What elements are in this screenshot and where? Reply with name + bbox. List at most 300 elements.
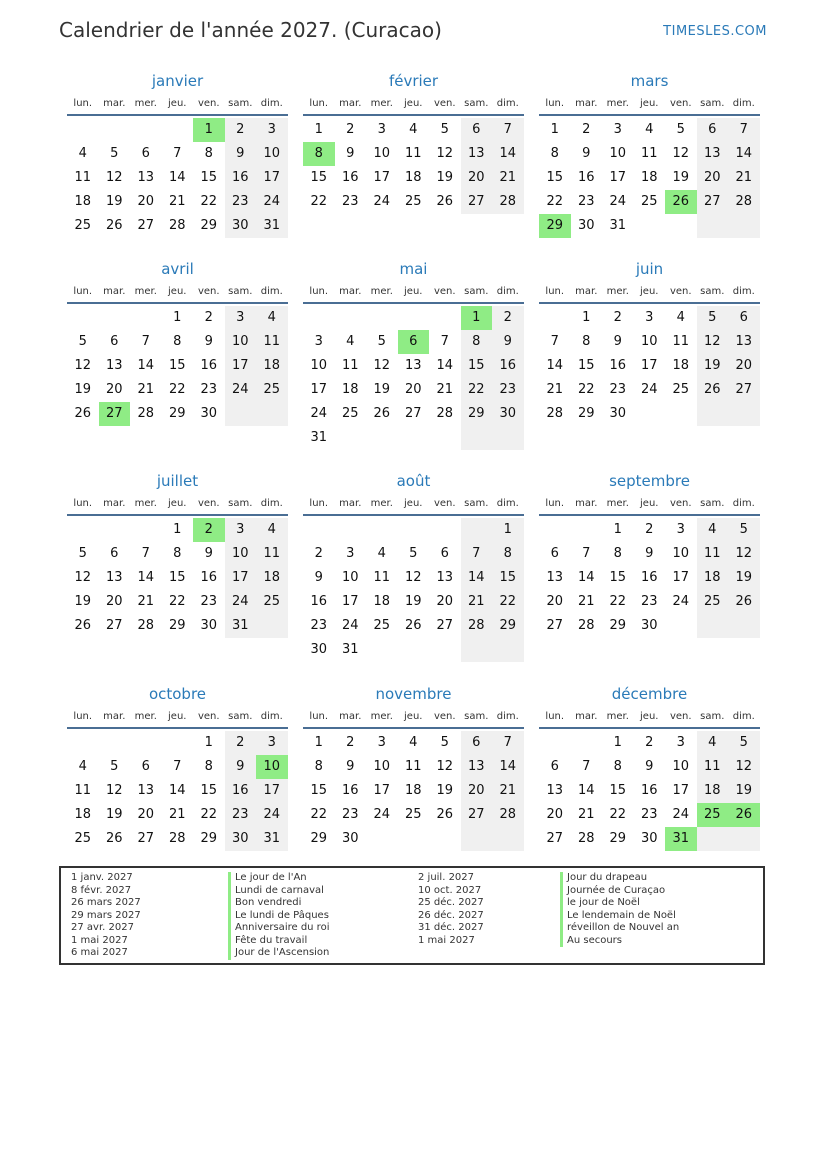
holiday-day-cell: 31 bbox=[665, 827, 697, 851]
day-cell: 13 bbox=[404, 358, 422, 373]
day-cell: 13 bbox=[546, 783, 564, 798]
day-cell: 15 bbox=[609, 783, 627, 798]
weekday-label: jeu. bbox=[404, 286, 423, 297]
day-cell: 6 bbox=[472, 735, 481, 750]
day-cell: 20 bbox=[137, 807, 155, 822]
day-cell: 12 bbox=[735, 546, 753, 561]
day-cell: 21 bbox=[436, 382, 454, 397]
day-cell: 7 bbox=[582, 546, 591, 561]
day-cell: 13 bbox=[137, 170, 155, 185]
weekday-label: mar. bbox=[575, 498, 598, 509]
day-cell: 16 bbox=[577, 170, 595, 185]
weekday-label: mer. bbox=[370, 711, 393, 722]
header-rule bbox=[303, 514, 524, 516]
holiday-name: réveillon de Nouvel an bbox=[560, 922, 679, 935]
holiday-name: le jour de Noël bbox=[560, 897, 679, 910]
weekday-label: mer. bbox=[370, 286, 393, 297]
day-cell: 14 bbox=[577, 783, 595, 798]
day-cell: 19 bbox=[436, 170, 454, 185]
weekday-label: mer. bbox=[134, 498, 157, 509]
site-link[interactable]: TIMESLES.COM bbox=[663, 24, 767, 39]
day-cell: 21 bbox=[577, 594, 595, 609]
day-cell: 8 bbox=[613, 759, 622, 774]
day-cell: 8 bbox=[503, 546, 512, 561]
day-cell: 16 bbox=[310, 594, 328, 609]
header-rule bbox=[539, 302, 760, 304]
day-cell: 17 bbox=[231, 358, 249, 373]
day-cell: 31 bbox=[310, 430, 328, 445]
day-cell: 24 bbox=[263, 194, 281, 209]
day-cell: 20 bbox=[735, 358, 753, 373]
day-cell: 4 bbox=[708, 735, 717, 750]
day-cell: 25 bbox=[74, 831, 92, 846]
weekday-label: sam. bbox=[228, 711, 253, 722]
day-cell: 24 bbox=[231, 594, 249, 609]
day-cell: 10 bbox=[672, 546, 690, 561]
day-cell: 31 bbox=[609, 218, 627, 233]
day-cell: 8 bbox=[314, 759, 323, 774]
day-cell: 24 bbox=[609, 194, 627, 209]
day-cell: 18 bbox=[640, 170, 658, 185]
day-cell: 26 bbox=[105, 831, 123, 846]
day-cell: 28 bbox=[577, 618, 595, 633]
weekday-label: jeu. bbox=[404, 711, 423, 722]
day-cell: 16 bbox=[499, 358, 517, 373]
day-cell: 9 bbox=[346, 759, 355, 774]
weekday-label: lun. bbox=[73, 98, 93, 109]
month-name: novembre bbox=[375, 685, 452, 703]
day-cell: 10 bbox=[609, 146, 627, 161]
day-cell: 11 bbox=[672, 334, 690, 349]
day-cell: 22 bbox=[200, 194, 218, 209]
day-cell: 24 bbox=[672, 807, 690, 822]
day-cell: 27 bbox=[735, 382, 753, 397]
day-cell: 28 bbox=[137, 618, 155, 633]
day-cell: 17 bbox=[373, 783, 391, 798]
day-cell: 11 bbox=[74, 783, 92, 798]
weekday-label: mer. bbox=[606, 286, 629, 297]
day-cell: 7 bbox=[141, 334, 150, 349]
day-cell: 12 bbox=[404, 570, 422, 585]
day-cell: 12 bbox=[74, 358, 92, 373]
day-cell: 12 bbox=[74, 570, 92, 585]
day-cell: 17 bbox=[672, 783, 690, 798]
day-cell: 29 bbox=[200, 831, 218, 846]
weekday-label: jeu. bbox=[168, 498, 187, 509]
day-cell: 9 bbox=[346, 146, 355, 161]
weekday-label: sam. bbox=[700, 286, 725, 297]
day-cell: 9 bbox=[582, 146, 591, 161]
day-cell: 5 bbox=[440, 735, 449, 750]
day-cell: 8 bbox=[204, 759, 213, 774]
month-name: mai bbox=[399, 260, 428, 278]
day-cell: 18 bbox=[672, 358, 690, 373]
day-cell: 23 bbox=[231, 194, 249, 209]
day-cell: 14 bbox=[467, 570, 485, 585]
day-cell: 9 bbox=[204, 334, 213, 349]
day-cell: 4 bbox=[346, 334, 355, 349]
day-cell: 1 bbox=[582, 310, 591, 325]
day-cell: 1 bbox=[550, 122, 559, 137]
weekday-label: sam. bbox=[228, 98, 253, 109]
day-cell: 5 bbox=[739, 735, 748, 750]
day-cell: 27 bbox=[137, 831, 155, 846]
weekday-label: mar. bbox=[103, 98, 126, 109]
day-cell: 23 bbox=[577, 194, 595, 209]
day-cell: 29 bbox=[310, 831, 328, 846]
day-cell: 27 bbox=[105, 618, 123, 633]
day-cell: 15 bbox=[310, 170, 328, 185]
day-cell: 5 bbox=[78, 334, 87, 349]
day-cell: 7 bbox=[440, 334, 449, 349]
day-cell: 23 bbox=[640, 594, 658, 609]
day-cell: 6 bbox=[708, 122, 717, 137]
day-cell: 24 bbox=[373, 807, 391, 822]
header-rule bbox=[539, 514, 760, 516]
day-cell: 8 bbox=[173, 546, 182, 561]
day-cell: 10 bbox=[231, 546, 249, 561]
day-cell: 3 bbox=[236, 522, 245, 537]
holiday-day-cell: 10 bbox=[256, 755, 288, 779]
day-cell: 30 bbox=[640, 831, 658, 846]
holiday-date: 27 avr. 2027 bbox=[71, 922, 134, 933]
weekday-label: jeu. bbox=[404, 98, 423, 109]
holiday-day-cell: 2 bbox=[193, 518, 225, 542]
month-name: janvier bbox=[151, 72, 204, 90]
weekday-label: mar. bbox=[575, 711, 598, 722]
day-cell: 3 bbox=[267, 735, 276, 750]
day-cell: 7 bbox=[472, 546, 481, 561]
day-cell: 1 bbox=[503, 522, 512, 537]
day-cell: 5 bbox=[78, 546, 87, 561]
day-cell: 2 bbox=[503, 310, 512, 325]
weekday-label: mer. bbox=[606, 498, 629, 509]
weekday-label: mar. bbox=[575, 98, 598, 109]
day-cell: 15 bbox=[168, 570, 186, 585]
day-cell: 17 bbox=[310, 382, 328, 397]
holiday-day-cell: 27 bbox=[99, 402, 131, 426]
weekday-label: ven. bbox=[197, 711, 220, 722]
weekday-label: jeu. bbox=[640, 286, 659, 297]
day-cell: 12 bbox=[373, 358, 391, 373]
holiday-date: 26 déc. 2027 bbox=[418, 909, 484, 921]
day-cell: 14 bbox=[499, 759, 517, 774]
weekday-label: jeu. bbox=[168, 711, 187, 722]
weekday-label: mer. bbox=[370, 98, 393, 109]
day-cell: 16 bbox=[200, 570, 218, 585]
weekday-label: mar. bbox=[103, 286, 126, 297]
day-cell: 5 bbox=[739, 522, 748, 537]
day-cell: 16 bbox=[609, 358, 627, 373]
day-cell: 29 bbox=[577, 406, 595, 421]
holiday-day-cell: 25 bbox=[697, 803, 729, 827]
holiday-date: 10 oct. 2027 bbox=[418, 884, 482, 896]
day-cell: 23 bbox=[310, 618, 328, 633]
day-cell: 7 bbox=[141, 546, 150, 561]
header-rule bbox=[539, 727, 760, 729]
holiday-day-cell: 29 bbox=[539, 214, 571, 238]
holiday-name: Lundi de carnaval bbox=[228, 885, 329, 898]
day-cell: 6 bbox=[440, 546, 449, 561]
day-cell: 5 bbox=[110, 759, 119, 774]
header-rule bbox=[303, 114, 524, 116]
holiday-name: Jour du drapeau bbox=[560, 872, 679, 885]
day-cell: 20 bbox=[404, 382, 422, 397]
day-cell: 28 bbox=[499, 807, 517, 822]
day-cell: 26 bbox=[436, 807, 454, 822]
day-cell: 9 bbox=[204, 546, 213, 561]
day-cell: 23 bbox=[200, 382, 218, 397]
day-cell: 14 bbox=[137, 570, 155, 585]
day-cell: 12 bbox=[672, 146, 690, 161]
day-cell: 26 bbox=[703, 382, 721, 397]
day-cell: 3 bbox=[314, 334, 323, 349]
weekday-label: dim. bbox=[496, 498, 519, 509]
weekday-label: mer. bbox=[134, 98, 157, 109]
weekday-label: ven. bbox=[669, 711, 692, 722]
day-cell: 1 bbox=[204, 735, 213, 750]
day-cell: 22 bbox=[168, 594, 186, 609]
day-cell: 4 bbox=[267, 522, 276, 537]
weekday-label: lun. bbox=[73, 498, 93, 509]
day-cell: 20 bbox=[137, 194, 155, 209]
day-cell: 13 bbox=[735, 334, 753, 349]
day-cell: 10 bbox=[341, 570, 359, 585]
holiday-list bbox=[59, 866, 765, 965]
day-cell: 19 bbox=[404, 594, 422, 609]
day-cell: 31 bbox=[263, 218, 281, 233]
day-cell: 4 bbox=[676, 310, 685, 325]
day-cell: 29 bbox=[467, 406, 485, 421]
holiday-name: Anniversaire du roi bbox=[228, 922, 329, 935]
holiday-day-cell: 1 bbox=[193, 118, 225, 142]
day-cell: 7 bbox=[739, 122, 748, 137]
day-cell: 14 bbox=[577, 570, 595, 585]
day-cell: 4 bbox=[78, 759, 87, 774]
weekday-label: dim. bbox=[496, 286, 519, 297]
month-name: février bbox=[388, 72, 439, 90]
weekday-label: mar. bbox=[103, 711, 126, 722]
day-cell: 8 bbox=[613, 546, 622, 561]
weekday-label: dim. bbox=[260, 711, 283, 722]
weekday-label: dim. bbox=[260, 498, 283, 509]
holiday-date: 29 mars 2027 bbox=[71, 909, 141, 921]
holiday-day-cell: 26 bbox=[665, 190, 697, 214]
day-cell: 23 bbox=[609, 382, 627, 397]
day-cell: 20 bbox=[546, 594, 564, 609]
holiday-name: Le lendemain de Noël bbox=[560, 910, 679, 923]
day-cell: 2 bbox=[346, 735, 355, 750]
month-name: juillet bbox=[156, 472, 199, 490]
day-cell: 1 bbox=[173, 522, 182, 537]
day-cell: 21 bbox=[546, 382, 564, 397]
day-cell: 26 bbox=[74, 618, 92, 633]
day-cell: 11 bbox=[263, 546, 281, 561]
day-cell: 19 bbox=[735, 783, 753, 798]
day-cell: 16 bbox=[231, 170, 249, 185]
weekday-label: ven. bbox=[197, 498, 220, 509]
day-cell: 10 bbox=[310, 358, 328, 373]
day-cell: 20 bbox=[105, 594, 123, 609]
day-cell: 22 bbox=[310, 807, 328, 822]
day-cell: 30 bbox=[341, 831, 359, 846]
holiday-name: Le lundi de Pâques bbox=[228, 910, 329, 923]
day-cell: 11 bbox=[373, 570, 391, 585]
day-cell: 1 bbox=[314, 735, 323, 750]
day-cell: 18 bbox=[263, 358, 281, 373]
day-cell: 6 bbox=[739, 310, 748, 325]
day-cell: 11 bbox=[74, 170, 92, 185]
day-cell: 21 bbox=[467, 594, 485, 609]
holiday-day-cell: 1 bbox=[461, 306, 493, 330]
day-cell: 2 bbox=[582, 122, 591, 137]
day-cell: 11 bbox=[703, 546, 721, 561]
weekday-label: mer. bbox=[370, 498, 393, 509]
day-cell: 3 bbox=[613, 122, 622, 137]
day-cell: 10 bbox=[263, 146, 281, 161]
weekday-label: mar. bbox=[339, 498, 362, 509]
day-cell: 10 bbox=[231, 334, 249, 349]
day-cell: 11 bbox=[341, 358, 359, 373]
day-cell: 19 bbox=[74, 382, 92, 397]
day-cell: 21 bbox=[499, 783, 517, 798]
day-cell: 26 bbox=[436, 194, 454, 209]
day-cell: 11 bbox=[703, 759, 721, 774]
weekday-label: lun. bbox=[545, 498, 565, 509]
weekday-label: lun. bbox=[545, 98, 565, 109]
day-cell: 9 bbox=[613, 334, 622, 349]
day-cell: 28 bbox=[436, 406, 454, 421]
day-cell: 27 bbox=[436, 618, 454, 633]
day-cell: 7 bbox=[582, 759, 591, 774]
day-cell: 26 bbox=[735, 594, 753, 609]
day-cell: 4 bbox=[708, 522, 717, 537]
day-cell: 22 bbox=[546, 194, 564, 209]
holiday-day-cell: 8 bbox=[303, 142, 335, 166]
day-cell: 13 bbox=[546, 570, 564, 585]
day-cell: 22 bbox=[609, 594, 627, 609]
holiday-name: Jour de l'Ascension bbox=[228, 947, 329, 960]
day-cell: 3 bbox=[676, 735, 685, 750]
day-cell: 31 bbox=[263, 831, 281, 846]
day-cell: 10 bbox=[672, 759, 690, 774]
month-name: mars bbox=[630, 72, 669, 90]
header-rule bbox=[303, 302, 524, 304]
weekday-label: lun. bbox=[73, 711, 93, 722]
day-cell: 25 bbox=[640, 194, 658, 209]
day-cell: 3 bbox=[377, 122, 386, 137]
day-cell: 16 bbox=[200, 358, 218, 373]
month-name: août bbox=[396, 472, 431, 490]
holiday-names-column-2 bbox=[560, 872, 679, 947]
weekday-label: sam. bbox=[464, 711, 489, 722]
month-name: septembre bbox=[609, 472, 690, 490]
day-cell: 22 bbox=[200, 807, 218, 822]
day-cell: 25 bbox=[703, 594, 721, 609]
day-cell: 14 bbox=[546, 358, 564, 373]
day-cell: 12 bbox=[703, 334, 721, 349]
day-cell: 18 bbox=[263, 570, 281, 585]
day-cell: 19 bbox=[105, 194, 123, 209]
day-cell: 3 bbox=[267, 122, 276, 137]
day-cell: 8 bbox=[173, 334, 182, 349]
day-cell: 23 bbox=[341, 194, 359, 209]
weekday-label: lun. bbox=[309, 498, 329, 509]
day-cell: 23 bbox=[231, 807, 249, 822]
day-cell: 25 bbox=[404, 807, 422, 822]
weekday-label: ven. bbox=[669, 286, 692, 297]
holiday-name: Au secours bbox=[560, 935, 679, 948]
day-cell: 13 bbox=[467, 146, 485, 161]
weekday-label: jeu. bbox=[404, 498, 423, 509]
month-name: juin bbox=[635, 260, 664, 278]
header-rule bbox=[67, 114, 288, 116]
day-cell: 13 bbox=[137, 783, 155, 798]
day-cell: 16 bbox=[640, 570, 658, 585]
day-cell: 10 bbox=[373, 146, 391, 161]
day-cell: 28 bbox=[168, 218, 186, 233]
day-cell: 28 bbox=[546, 406, 564, 421]
day-cell: 17 bbox=[231, 570, 249, 585]
weekday-label: mar. bbox=[339, 98, 362, 109]
day-cell: 13 bbox=[105, 358, 123, 373]
day-cell: 13 bbox=[436, 570, 454, 585]
weekday-label: lun. bbox=[545, 711, 565, 722]
header-rule bbox=[67, 514, 288, 516]
holiday-date: 1 janv. 2027 bbox=[71, 872, 133, 883]
weekday-label: sam. bbox=[700, 98, 725, 109]
day-cell: 2 bbox=[346, 122, 355, 137]
day-cell: 31 bbox=[341, 642, 359, 657]
holiday-name: Le jour de l'An bbox=[228, 872, 329, 885]
day-cell: 28 bbox=[577, 831, 595, 846]
day-cell: 24 bbox=[231, 382, 249, 397]
day-cell: 28 bbox=[735, 194, 753, 209]
day-cell: 3 bbox=[236, 310, 245, 325]
day-cell: 26 bbox=[74, 406, 92, 421]
weekday-label: lun. bbox=[309, 711, 329, 722]
holiday-date: 1 mai 2027 bbox=[71, 934, 128, 946]
day-cell: 18 bbox=[404, 783, 422, 798]
day-cell: 18 bbox=[703, 570, 721, 585]
weekday-label: sam. bbox=[228, 498, 253, 509]
weekday-label: dim. bbox=[260, 98, 283, 109]
day-cell: 3 bbox=[346, 546, 355, 561]
holiday-day-cell: 6 bbox=[398, 330, 430, 354]
weekday-label: mar. bbox=[575, 286, 598, 297]
day-cell: 14 bbox=[168, 170, 186, 185]
day-cell: 26 bbox=[373, 406, 391, 421]
day-cell: 30 bbox=[609, 406, 627, 421]
day-cell: 21 bbox=[137, 594, 155, 609]
day-cell: 12 bbox=[436, 146, 454, 161]
day-cell: 2 bbox=[645, 735, 654, 750]
weekday-label: jeu. bbox=[640, 711, 659, 722]
holiday-names-column-1 bbox=[228, 872, 329, 960]
weekday-label: lun. bbox=[545, 286, 565, 297]
day-cell: 5 bbox=[708, 310, 717, 325]
day-cell: 4 bbox=[645, 122, 654, 137]
day-cell: 2 bbox=[236, 735, 245, 750]
weekday-label: dim. bbox=[732, 711, 755, 722]
weekday-label: ven. bbox=[669, 498, 692, 509]
weekday-label: ven. bbox=[197, 98, 220, 109]
day-cell: 2 bbox=[204, 310, 213, 325]
weekday-label: sam. bbox=[228, 286, 253, 297]
day-cell: 9 bbox=[503, 334, 512, 349]
holiday-date: 25 déc. 2027 bbox=[418, 897, 484, 908]
day-cell: 27 bbox=[546, 618, 564, 633]
